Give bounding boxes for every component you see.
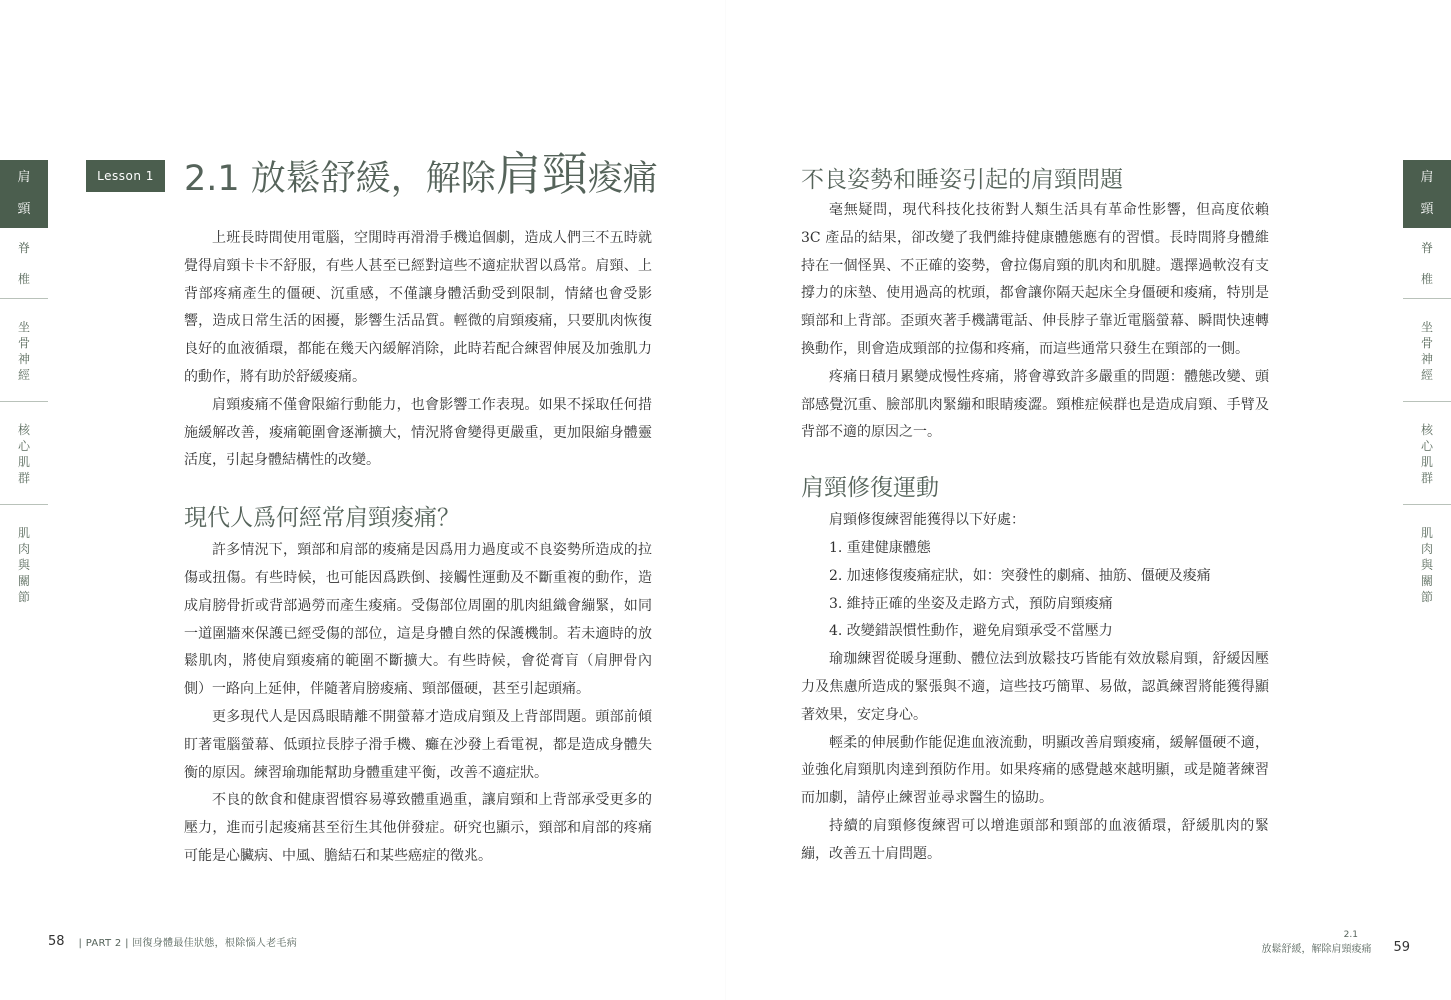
spread-gutter [725,0,726,1000]
body-paragraph: 瑜珈練習從暖身運動、體位法到放鬆技巧皆能有效放鬆肩頸，舒緩因壓力及焦慮所造成的緊張與不適，這些技巧簡單、易做，認眞練習將能獲得顯著效果，安定身心。 [801,651,1269,723]
left-chapter-tabs [0,160,48,623]
body-paragraph: 上班長時間使用電腦，空閒時再滑滑手機追個劇，造成人們三不五時就覺得肩頸卡卡不舒服，有些人甚至已經對這些不適症狀習以爲常。肩頸、上背部疼痛產生的僵硬、沉重感，不僅讓身體活動受到限制，情緒也會受影響，造成日常生活的困擾，影響生活品質。輕微的肩頸痠痛，只要肌肉恢復良好的血液循環，都能在幾天內緩解消除，此時若配合練習伸展及加強肌力的動作，將有助於舒緩痠痛。 [184,230,652,385]
right-text-column [801,167,1269,869]
section-number: 2.1 [1343,930,1358,940]
tab-char: 肩 [1420,170,1434,185]
tab-char: 神 [1420,352,1433,366]
tab-char: 節 [17,590,30,604]
tab-core-muscles[interactable] [0,401,48,504]
tab-char: 肉 [1420,542,1433,556]
tab-char: 肌 [17,455,30,469]
tab-char: 脊 [1420,240,1433,255]
tab-muscles-joints[interactable] [1403,504,1451,623]
title-highlight: 肩頸 [495,147,588,201]
page-number: 59 [1393,940,1410,955]
body-paragraph: 持續的肩頸修復練習可以增進頭部和頸部的血液循環，舒緩肌肉的緊繃，改善五十肩問題。 [801,817,1269,862]
tab-char: 骨 [1420,336,1433,350]
tab-muscles-joints[interactable] [0,504,48,623]
left-page-footer [48,934,297,949]
tab-char: 經 [17,368,30,382]
title-prefix: 2.1 放鬆舒緩，解除 [184,159,496,199]
right-chapter-tabs [1403,160,1451,623]
tab-char: 經 [1420,368,1433,382]
tab-spine[interactable] [1403,228,1451,298]
section-heading: 肩頸修復運動 [801,475,939,502]
list-item: 4. 改變錯誤慣性動作，避免肩頸承受不當壓力 [829,623,1113,640]
body-paragraph: 更多現代人是因爲眼睛離不開螢幕才造成肩頸及上背部問題。頭部前傾盯著電腦螢幕、低頭拉長脖子滑手機、癱在沙發上看電視，都是造成身體失衡的原因。練習瑜珈能幫助身體重建平衡，改善不適症狀。 [184,708,652,781]
tab-char: 坐 [1420,320,1433,334]
tab-char: 脊 [17,240,30,255]
tab-core-muscles[interactable] [1403,401,1451,504]
page-title [184,146,658,207]
benefits-list [801,535,1269,646]
body-paragraph: 許多情況下，頸部和肩部的痠痛是因爲用力過度或不良姿勢所造成的拉傷或扭傷。有些時候，也可能因爲跌倒、接觸性運動及不斷重複的動作，造成肩膀骨折或背部過勞而產生痠痛。受傷部位周圍的肌肉組織會繃緊，如同一道圍牆來保護已經受傷的部位，這是身體自然的保護機制。若未適時的放鬆肌肉，將使肩頸痠痛的範圍不斷擴大。有些時候，會從膏肓（肩胛骨內側）一路向上延伸，伴隨著肩膀痠痛、頸部僵硬，甚至引起頭痛。 [184,542,652,698]
tab-shoulder-neck-active[interactable] [1403,160,1451,228]
list-intro: 肩頸修復練習能獲得以下好處： [829,512,1025,529]
tab-char: 肌 [17,526,30,540]
tab-char: 關 [1420,574,1433,588]
tab-char: 肩 [17,170,31,185]
tab-char: 骨 [17,336,30,350]
tab-char: 肌 [1420,526,1433,540]
tab-char: 神 [17,352,30,366]
tab-shoulder-neck-active[interactable] [0,160,48,228]
tab-char: 關 [17,574,30,588]
title-suffix: 痠痛 [587,159,658,199]
tab-sciatic-nerve[interactable] [1403,298,1451,401]
tab-char: 椎 [17,271,30,286]
left-text-column [184,225,652,871]
body-paragraph: 不良的飲食和健康習慣容易導致體重過重，讓肩頸和上背部承受更多的壓力，進而引起痠痛甚至衍生其他併發症。研究也顯示，頸部和肩部的疼痛可能是心臟病、中風、膽結石和某些癌症的徵兆。 [184,792,652,864]
tab-char: 核 [1420,423,1433,437]
tab-sciatic-nerve[interactable] [0,298,48,401]
tab-char: 心 [1420,439,1433,453]
section-heading: 現代人爲何經常肩頸痠痛？ [184,505,460,532]
tab-char: 頸 [17,202,31,217]
body-paragraph: 輕柔的伸展動作能促進血液流動，明顯改善肩頸痠痛，緩解僵硬不適，並強化肩頸肌肉達到預防作用。如果疼痛的感覺越來越明顯，或是隨著練習而加劇，請停止練習並尋求醫生的協助。 [801,734,1269,807]
tab-spine[interactable] [0,228,48,298]
tab-char: 與 [17,558,30,572]
body-paragraph: 疼痛日積月累變成慢性疼痛，將會導致許多嚴重的問題：體態改變、頭部感覺沉重、臉部肌肉緊繃和眼睛痠澀。頸椎症候群也是造成肩頸、手臂及背部不適的原因之一。 [801,368,1269,441]
list-item: 3. 維持正確的坐姿及走路方式，預防肩頸痠痛 [829,595,1113,612]
part-label: | PART 2 | 回復身體最佳狀態，根除惱人老毛病 [78,938,298,949]
tab-char: 肉 [17,542,30,556]
tab-char: 坐 [17,320,30,334]
body-paragraph: 肩頸痠痛不僅會限縮行動能力，也會影響工作表現。如果不採取任何措施緩解改善，痠痛範圍會逐漸擴大，情況將會變得更嚴重，更加限縮身體靈活度，引起身體結構性的改變。 [184,396,652,469]
tab-char: 群 [1420,471,1433,485]
list-item: 2. 加速修復痠痛症狀，如：突發性的劇痛、抽筋、僵硬及痠痛 [829,567,1211,584]
tab-char: 節 [1420,590,1433,604]
tab-char: 椎 [1420,271,1433,286]
section-heading: 不良姿勢和睡姿引起的肩頸問題 [801,167,1123,193]
page-number: 58 [48,934,65,949]
lesson-badge: Lesson 1 [86,160,165,192]
body-paragraph: 毫無疑問，現代科技化技術對人類生活具有革命性影響，但高度依賴 3C 產品的結果，卻改變了我們維持健康體態應有的習慣。長時間將身體維持在一個怪異、不正確的姿勢，會拉傷肩頸的肌肉和肌腱。選擇過軟沒有支撐力的床墊、使用過高的枕頭，都會讓你隔天起床全身僵硬和痠痛，特別是頸部和上背部。歪頭夾著手機講電話、伸長脖子靠近電腦螢幕、瞬間快速轉換動作，則會造成頸部的拉傷和疼痛，而這些通常只發生在頸部的一側。 [801,202,1269,357]
tab-char: 核 [17,423,30,437]
tab-char: 與 [1420,558,1433,572]
tab-char: 肌 [1420,455,1433,469]
tab-char: 群 [17,471,30,485]
section-title-footer: 放鬆舒緩，解除肩頸痠痛 [1261,944,1372,955]
tab-char: 心 [17,439,30,453]
right-page-footer [1230,930,1410,955]
tab-char: 頸 [1420,202,1434,217]
list-item: 1. 重建健康體態 [829,539,931,556]
